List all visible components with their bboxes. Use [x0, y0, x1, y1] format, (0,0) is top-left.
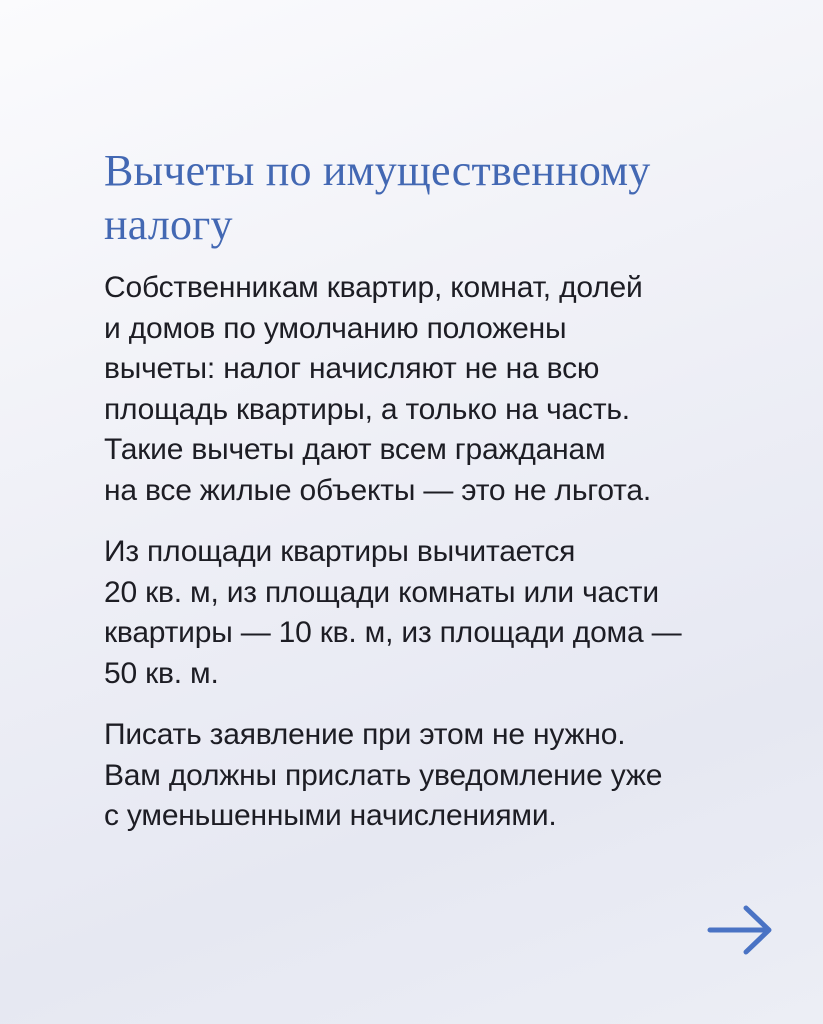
text-line: вычеты: налог начисляют не на всю	[104, 352, 600, 385]
text-line: и домов по умолчанию положены	[104, 311, 567, 345]
text-line: 20 кв. м, из площади комнаты или части	[104, 575, 659, 609]
text-line: Собственникам квартир, комнат, долей	[104, 271, 643, 304]
paragraph-notification	[104, 715, 794, 837]
text-line: площадь квартиры, а только на часть.	[104, 392, 630, 426]
page-title	[104, 144, 784, 252]
paragraph-areas	[104, 532, 794, 694]
text-line: Из площади квартиры вычитается	[104, 535, 576, 568]
text-line: с уменьшенными начислениями.	[104, 799, 557, 832]
text-line: Такие вычеты дают всем гражданам	[104, 433, 606, 466]
text-line: Писать заявление при этом не нужно.	[104, 718, 626, 751]
title-line: Вычеты по имущественному	[104, 146, 651, 195]
text-line: 50 кв. м.	[104, 656, 219, 690]
text-line: Вам должны прислать уведомление уже	[104, 758, 663, 792]
text-line: квартиры — 10 кв. м, из площади дома —	[104, 616, 682, 649]
paragraph-deductions	[104, 268, 794, 511]
body-text	[104, 268, 794, 858]
title-line: налогу	[104, 200, 233, 249]
arrow-right-icon[interactable]	[706, 900, 776, 960]
text-line: на все жилые объекты — это не льгота.	[104, 473, 651, 507]
